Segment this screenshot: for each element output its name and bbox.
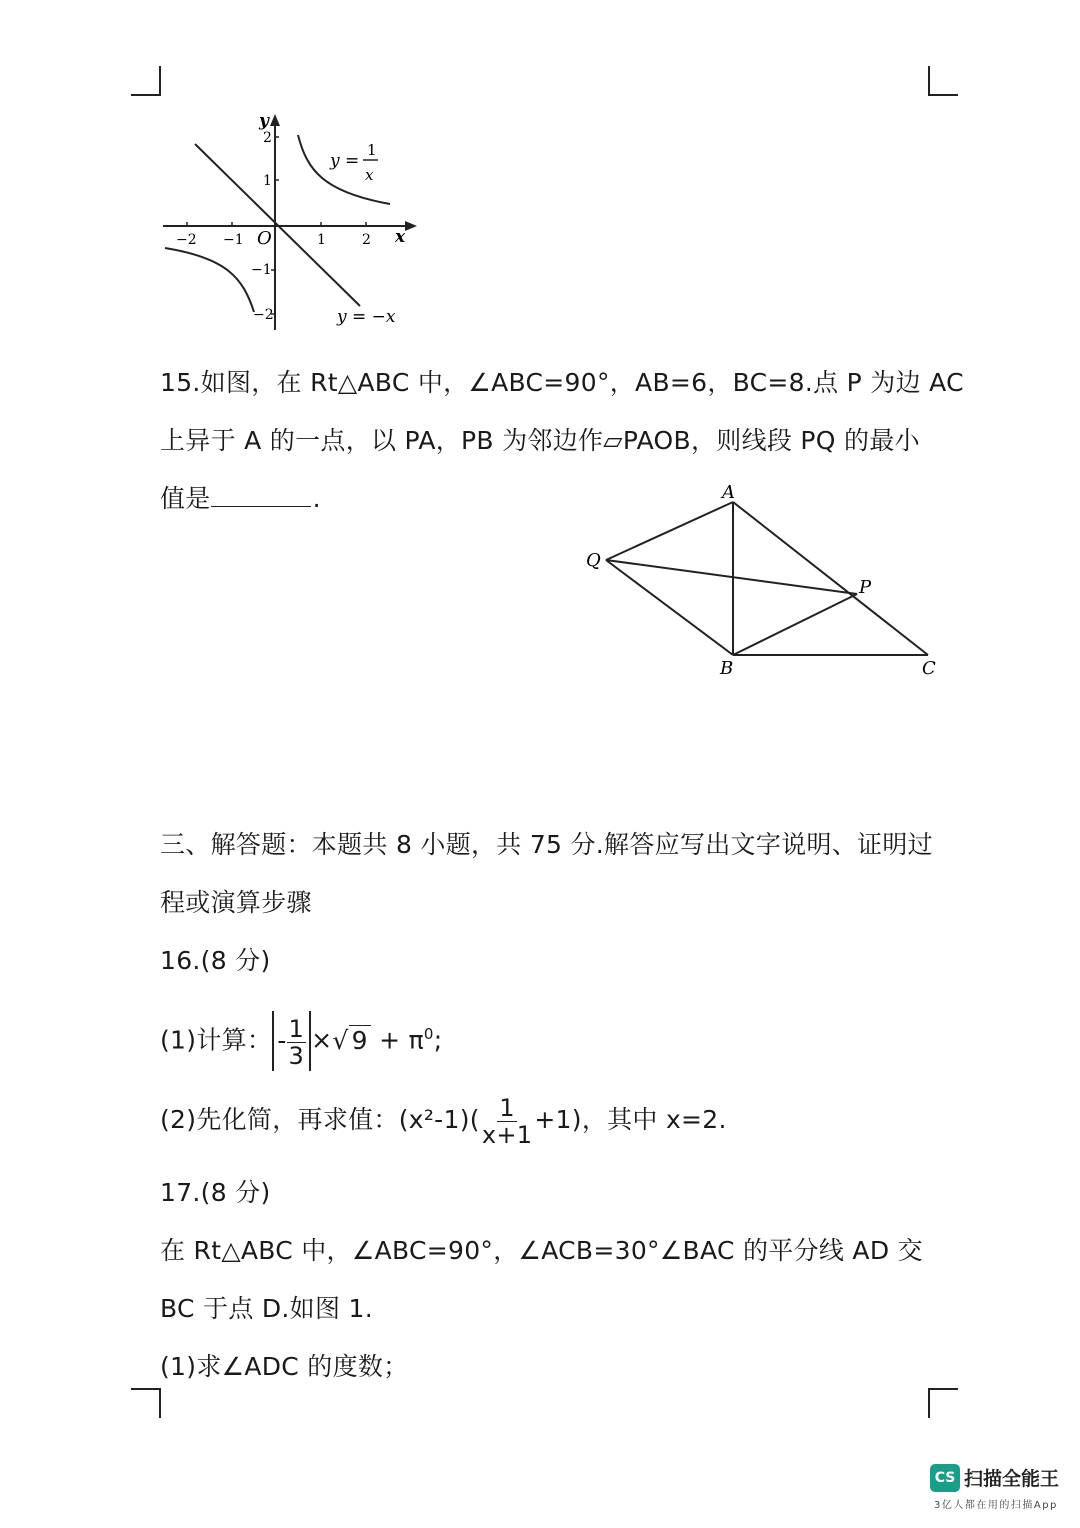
scanner-brand: 扫描全能王: [964, 1468, 1060, 1490]
segment-bp: [733, 594, 857, 655]
y-tick-label: 2: [263, 130, 272, 146]
exponent: 0: [423, 1025, 434, 1043]
point-c-label: C: [922, 658, 936, 679]
line-label: y = −x: [337, 307, 396, 327]
crop-mark-bottom-right: [928, 1388, 958, 1418]
x-tick-label: 1: [317, 232, 326, 248]
hyperbola-branch-negative: [165, 248, 254, 312]
curve-label-lhs: y =: [330, 151, 360, 171]
q16-part1: [160, 1004, 443, 1071]
q16-heading: 16.(8 分): [160, 946, 271, 975]
y-tick-label: −1: [251, 262, 272, 278]
q17-line2: BC 于点 D.如图 1.: [160, 1294, 373, 1323]
q15-prefix: 值是: [160, 484, 211, 513]
origin-label: O: [257, 228, 272, 249]
fraction-numerator: 1: [288, 1014, 305, 1043]
y-tick-label: −2: [253, 307, 274, 323]
q16-part2-prefix: (2)先化简，再求值：(x²-1)(: [160, 1105, 480, 1134]
q17-line1: 在 Rt△ABC 中，∠ABC=90°，∠ACB=30°∠BAC 的平分线 AD 交: [160, 1236, 923, 1265]
times-sign: ×: [311, 1025, 333, 1055]
point-p-label: P: [859, 577, 872, 598]
section3-line2: 程或演算步骤: [160, 888, 312, 917]
answer-blank[interactable]: [211, 484, 311, 507]
fraction-denominator: x+1: [481, 1120, 533, 1149]
q15-line1: 15.如图，在 Rt△ABC 中，∠ABC=90°，AB=6，BC=8.点 P 为边 AC: [160, 368, 964, 397]
q17-part1: (1)求∠ADC 的度数；: [160, 1352, 409, 1381]
q16-part1-prefix: (1)计算：: [160, 1025, 273, 1055]
y-tick-label: 1: [263, 173, 272, 189]
q15-line2: 上异于 A 的一点，以 PA，PB 为邻边作▱PAOB，则线段 PQ 的最小: [160, 426, 920, 455]
section3-line1: 三、解答题：本题共 8 小题，共 75 分.解答应写出文字说明、证明过: [160, 830, 933, 859]
q15-line3: [160, 484, 321, 514]
crop-mark-top-left: [131, 66, 161, 96]
fraction-numerator: 1: [499, 1093, 515, 1122]
fraction: [480, 1095, 534, 1148]
fraction: [287, 1016, 307, 1069]
q15-suffix: .: [312, 484, 321, 513]
y-axis-label: y: [259, 111, 269, 131]
x-axis-label: x: [395, 227, 406, 247]
point-q-label: Q: [586, 550, 601, 571]
q17-heading: 17.(8 分): [160, 1178, 271, 1207]
crop-mark-bottom-left: [131, 1388, 161, 1418]
radicand: 9: [349, 1025, 371, 1055]
x-axis-arrow: [405, 221, 417, 231]
q16-part2-suffix: +1)，其中 x=2.: [534, 1105, 727, 1134]
semicolon: ;: [433, 1025, 443, 1055]
scanner-logo-icon: CS: [930, 1464, 960, 1492]
curve-label-num: 1: [367, 141, 377, 159]
parallelogram-diagram: [580, 480, 950, 685]
y-axis-arrow: [270, 114, 280, 126]
x-tick-label: 2: [362, 232, 371, 248]
scanner-tagline: 3亿人都在用的扫描App: [934, 1500, 1058, 1511]
x-tick-label: −1: [223, 232, 244, 248]
x-tick-label: −2: [176, 232, 197, 248]
absolute-value: [272, 1011, 311, 1071]
point-b-label: B: [720, 658, 734, 679]
plus-pi: + π: [370, 1025, 424, 1055]
q16-part2: [160, 1090, 727, 1150]
minus-sign: -: [277, 1026, 287, 1056]
curve-label-den: x: [365, 166, 374, 184]
point-a-label: A: [722, 482, 735, 503]
function-graph: [155, 108, 425, 333]
crop-mark-top-right: [928, 66, 958, 96]
square-root: √ 9: [332, 1011, 370, 1071]
segment-qa: [606, 502, 733, 560]
fraction-denominator: 3: [288, 1041, 305, 1070]
segment-ac: [733, 502, 928, 655]
